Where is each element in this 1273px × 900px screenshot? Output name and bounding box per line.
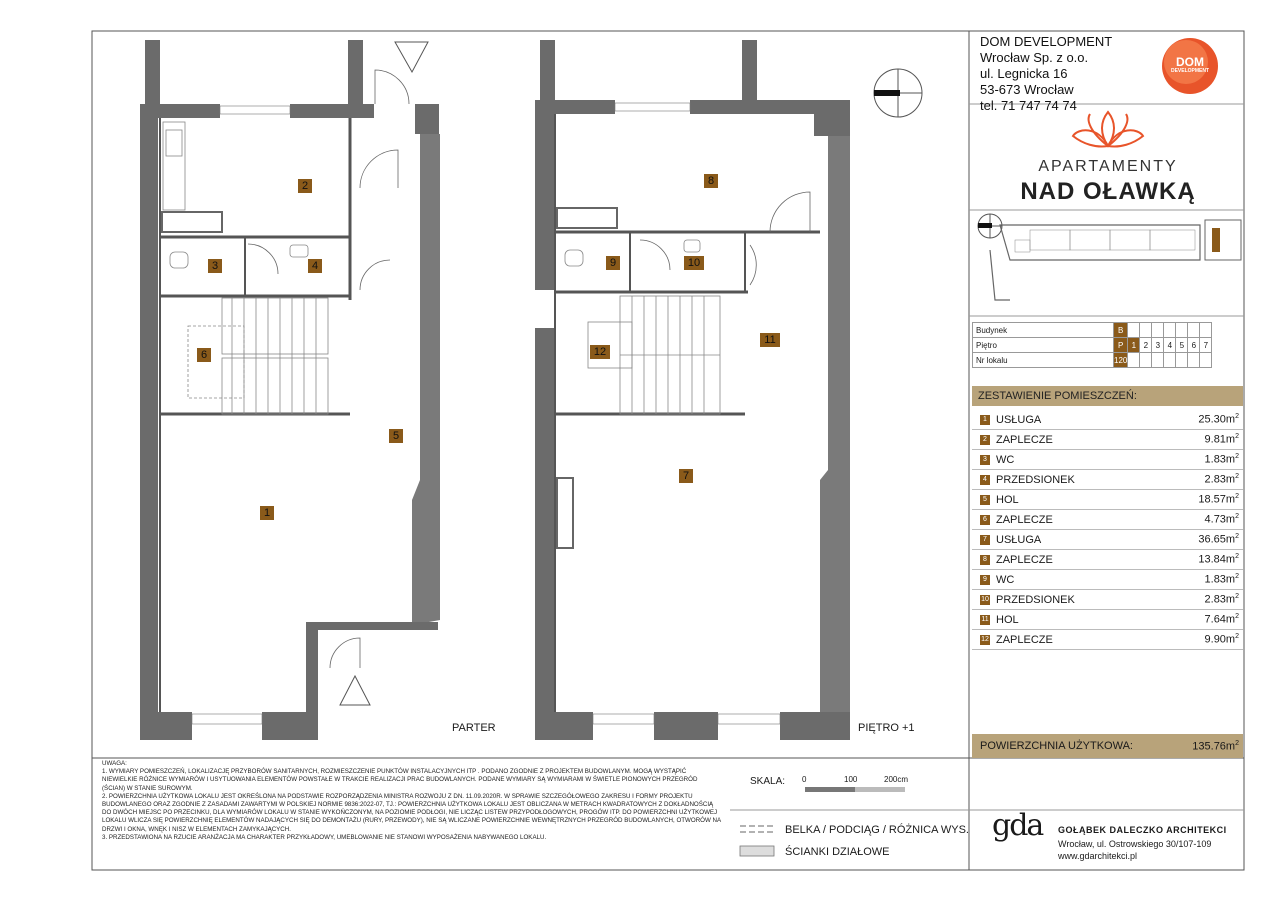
room-row [972, 510, 1243, 530]
scale-tick-100: 100 [844, 775, 858, 784]
ground-floor-label: PARTER [452, 722, 496, 734]
scale-label: SKALA: [750, 776, 786, 787]
room-area-value: 18.57m [1198, 493, 1236, 506]
room-area [1205, 473, 1243, 486]
room-tag-7: 7 [679, 469, 693, 483]
room-tag-4: 4 [308, 259, 322, 273]
note-2: 2. POWIERZCHNIA UŻYTKOWA LOKALU JEST OKREŚLONA NA PODSTAWIE ROZPORZĄDZENIA MINISTRA ROZWOJU Z DN. 11.09.2020R. W SPRAWIE SZCZEGÓŁOWEGO ZAKRESU I FORMY PROJEKTU BUDOWLANEGO ORAZ ZGODNIE Z ZASADAMI ZAWARTYMI W POLSKIEJ NORMIE 9836:2022-07, TJ.: POWIERZCHNIA UŻYTKOWA LOKALU JEST OBLICZANA W METRACH KWADRATOWYCH Z DOKŁADNOŚCIĄ DO DWÓCH MIEJSC PO PRZECINKU, DLA WYMIARÓW LOKALU W STANIE WYKOŃCZONYM, NA POZIOMIE PODŁOGI, NIE LICZĄC LISTEW PRZYPODŁOGOWYCH, PROGÓW ITP. DO POWIERZCHNI UŻYTKOWEJ LOKALU WLICZA SIĘ POWIERZCHNIĘ ELEMENTÓW NADAJĄCYCH SIĘ DO DEMONTAŻU (RURY, PRZEWODY), NIE SĄ WLICZANE POWIERZCHNIE WEWNĘTRZNYCH PRZEGRÓD BUDOWLANYCH, OTWORÓW NA DRZWI I OKNA, WNĘK I NISZ W ELEMENTACH ZAMYKAJĄCYCH. [102, 792, 721, 833]
room-number: 2 [980, 435, 990, 445]
north-arrow-icon [874, 69, 922, 117]
room-row [972, 610, 1243, 630]
room-row [972, 630, 1243, 650]
room-area-unit: 2 [1235, 433, 1239, 441]
room-number: 9 [980, 575, 990, 585]
room-area-unit: 2 [1235, 593, 1239, 601]
room-area-value: 4.73m [1204, 513, 1236, 526]
dom-logo-word: DOM [1176, 55, 1204, 69]
building-value: B [1114, 323, 1128, 338]
room-area [1198, 493, 1243, 506]
room-tag-6: 6 [197, 348, 211, 362]
room-area-value: 1.83m [1204, 573, 1236, 586]
room-row [972, 570, 1243, 590]
room-name: ZAPLECZE [996, 433, 1053, 446]
room-area [1205, 633, 1243, 646]
room-area-unit: 2 [1235, 613, 1239, 621]
key-plan-map [978, 214, 1241, 300]
floor-5: 5 [1176, 338, 1188, 353]
legend-beam-label: BELKA / PODCIĄG / RÓŻNICA WYS. [785, 824, 969, 836]
room-area-unit: 2 [1235, 513, 1239, 521]
room-tag-2: 2 [298, 179, 312, 193]
room-area [1205, 513, 1243, 526]
room-name: USŁUGA [996, 413, 1042, 426]
usable-area-label: POWIERZCHNIA UŻYTKOWA: [980, 740, 1133, 752]
room-number: 8 [980, 555, 990, 565]
info-row-floor [973, 338, 1212, 353]
room-row [972, 490, 1243, 510]
room-area-value: 13.84m [1198, 553, 1236, 566]
room-name: USŁUGA [996, 533, 1042, 546]
building-label: Budynek [973, 323, 1114, 338]
room-number: 6 [980, 515, 990, 525]
brand-line-2: NAD OŁAWKĄ [1020, 178, 1196, 205]
room-area [1205, 593, 1243, 606]
usable-area-number: 135.76m [1192, 740, 1236, 753]
floor-7: 7 [1200, 338, 1212, 353]
company-name: DOM DEVELOPMENT [980, 34, 1113, 49]
room-area-unit: 2 [1235, 553, 1239, 561]
room-area-unit: 2 [1235, 453, 1239, 461]
info-row-building [973, 323, 1212, 338]
room-area-value: 7.64m [1204, 613, 1236, 626]
room-area-unit: 2 [1235, 573, 1239, 581]
scale-bar [805, 787, 905, 792]
architect-block [992, 808, 1232, 864]
room-name: HOL [996, 613, 1019, 626]
floor-label: Piętro [973, 338, 1114, 353]
room-tag-8: 8 [704, 174, 718, 188]
ground-floor-plan [140, 40, 440, 740]
room-number: 10 [981, 595, 989, 603]
legend-partition-label: ŚCIANKI DZIAŁOWE [785, 846, 890, 858]
floor-6: 6 [1188, 338, 1200, 353]
room-name: ZAPLECZE [996, 633, 1053, 646]
room-area-value: 25.30m [1198, 413, 1236, 426]
room-tag-9: 9 [606, 256, 620, 270]
room-row [972, 530, 1243, 550]
room-row [972, 430, 1243, 450]
usable-area-value [1192, 740, 1239, 753]
room-name: WC [996, 453, 1015, 466]
unit-info-table [972, 322, 1212, 368]
company-line-3: 53-673 Wrocław [980, 82, 1074, 97]
room-row [972, 470, 1243, 490]
room-area [1198, 413, 1243, 426]
room-area-unit: 2 [1235, 413, 1239, 421]
partition-legend-icon [740, 846, 774, 856]
room-tag-12: 12 [590, 345, 610, 359]
room-area [1198, 533, 1243, 546]
floor-1: 1 [1128, 338, 1140, 353]
room-number: 12 [981, 635, 989, 643]
floor-value: P [1114, 338, 1128, 353]
room-name: PRZEDSIONEK [996, 473, 1075, 486]
notes-title: UWAGA: [102, 760, 127, 767]
unit-value: 120 [1114, 353, 1128, 368]
unit-label: Nr lokalu [973, 353, 1114, 368]
project-brand [972, 112, 1244, 206]
note-1: 1. WYMIARY POMIESZCZEŃ, LOKALIZACJĘ PRZYBORÓW SANITARNYCH, ROZMIESZCZENIE PUNKTÓW INSTALACYJNYCH ITP . PODANO ZGODNIE Z PROJEKTEM BUDOWLANYM. MOGĄ WYSTĄPIĆ NIEWIELKIE RÓŻNICE WYMIARÓW I USYTUOWANIA ELEMENTÓW POWSTAŁE W TRAKCIE REALIZACJI PRAC BUDOWLANYCH. PODANE WYMIARY SĄ WYMIARAMI W ŚWIETLE PIONOWYCH PRZEGRÓD (ŚCIAN) W STANIE SUROWYM. [102, 768, 698, 792]
room-row [972, 450, 1243, 470]
room-area-value: 1.83m [1204, 453, 1236, 466]
room-number: 1 [980, 415, 990, 425]
room-area-unit: 2 [1235, 493, 1239, 501]
room-number: 5 [980, 495, 990, 505]
info-row-unit [973, 353, 1212, 368]
room-tag-5: 5 [389, 429, 403, 443]
room-number: 7 [980, 535, 990, 545]
room-area [1205, 573, 1243, 586]
floor-2: 2 [1140, 338, 1152, 353]
room-area [1198, 553, 1243, 566]
brand-line-1: APARTAMENTY [1038, 158, 1178, 175]
usable-area-unit: 2 [1235, 739, 1239, 747]
room-tag-11: 11 [760, 333, 780, 347]
room-area-value: 2.83m [1204, 593, 1236, 606]
architect-name: GOŁĄBEK DALECZKO ARCHITEKCI [1058, 825, 1227, 835]
room-area [1205, 453, 1243, 466]
scale-tick-200: 200cm [884, 775, 909, 784]
architect-address: Wrocław, ul. Ostrowskiego 30/107-109 [1058, 839, 1212, 849]
room-number: 4 [980, 475, 990, 485]
floor-4: 4 [1164, 338, 1176, 353]
room-area [1205, 613, 1243, 626]
upper-floor-plan [535, 40, 850, 740]
room-name: WC [996, 573, 1015, 586]
company-phone: tel. 71 747 74 74 [980, 98, 1077, 113]
room-tag-10: 10 [684, 256, 704, 270]
rooms-summary-title: ZESTAWIENIE POMIESZCZEŃ: [972, 386, 1243, 406]
room-area-unit: 2 [1235, 533, 1239, 541]
dom-logo-subword: DEVELOPMENT [1170, 68, 1210, 74]
company-line-1: Wrocław Sp. z o.o. [980, 50, 1089, 65]
architect-monogram: gda [992, 808, 1043, 843]
room-row [972, 550, 1243, 570]
notes-block [102, 760, 722, 842]
room-number: 11 [981, 615, 989, 623]
dom-logo-text [1166, 56, 1214, 75]
company-line-2: ul. Legnicka 16 [980, 66, 1068, 81]
upper-floor-label: PIĘTRO +1 [858, 722, 915, 734]
room-area-value: 36.65m [1198, 533, 1236, 546]
scale-tick-0: 0 [802, 775, 807, 784]
room-name: ZAPLECZE [996, 553, 1053, 566]
usable-area-total [972, 734, 1243, 758]
room-number: 3 [980, 455, 990, 465]
room-area-unit: 2 [1235, 473, 1239, 481]
room-row [972, 410, 1243, 430]
room-tag-3: 3 [208, 259, 222, 273]
architect-web: www.gdarchitekci.pl [1058, 851, 1138, 861]
room-row [972, 590, 1243, 610]
room-area [1205, 433, 1243, 446]
rooms-summary-list [972, 410, 1243, 650]
room-name: HOL [996, 493, 1019, 506]
room-area-value: 2.83m [1204, 473, 1236, 486]
company-info [980, 34, 1112, 114]
floor-3: 3 [1152, 338, 1164, 353]
note-3: 3. PRZEDSTAWIONA NA RZUCIE ARANŻACJA MA CHARAKTER PRZYKŁADOWY, UMEBLOWANIE NIE STANOWI WYPOSAŻENIA NABYWANEGO LOKALU. [102, 833, 547, 841]
room-name: PRZEDSIONEK [996, 593, 1075, 606]
room-area-value: 9.81m [1204, 433, 1236, 446]
room-name: ZAPLECZE [996, 513, 1053, 526]
room-area-unit: 2 [1235, 633, 1239, 641]
room-area-value: 9.90m [1204, 633, 1236, 646]
room-tag-1: 1 [260, 506, 274, 520]
